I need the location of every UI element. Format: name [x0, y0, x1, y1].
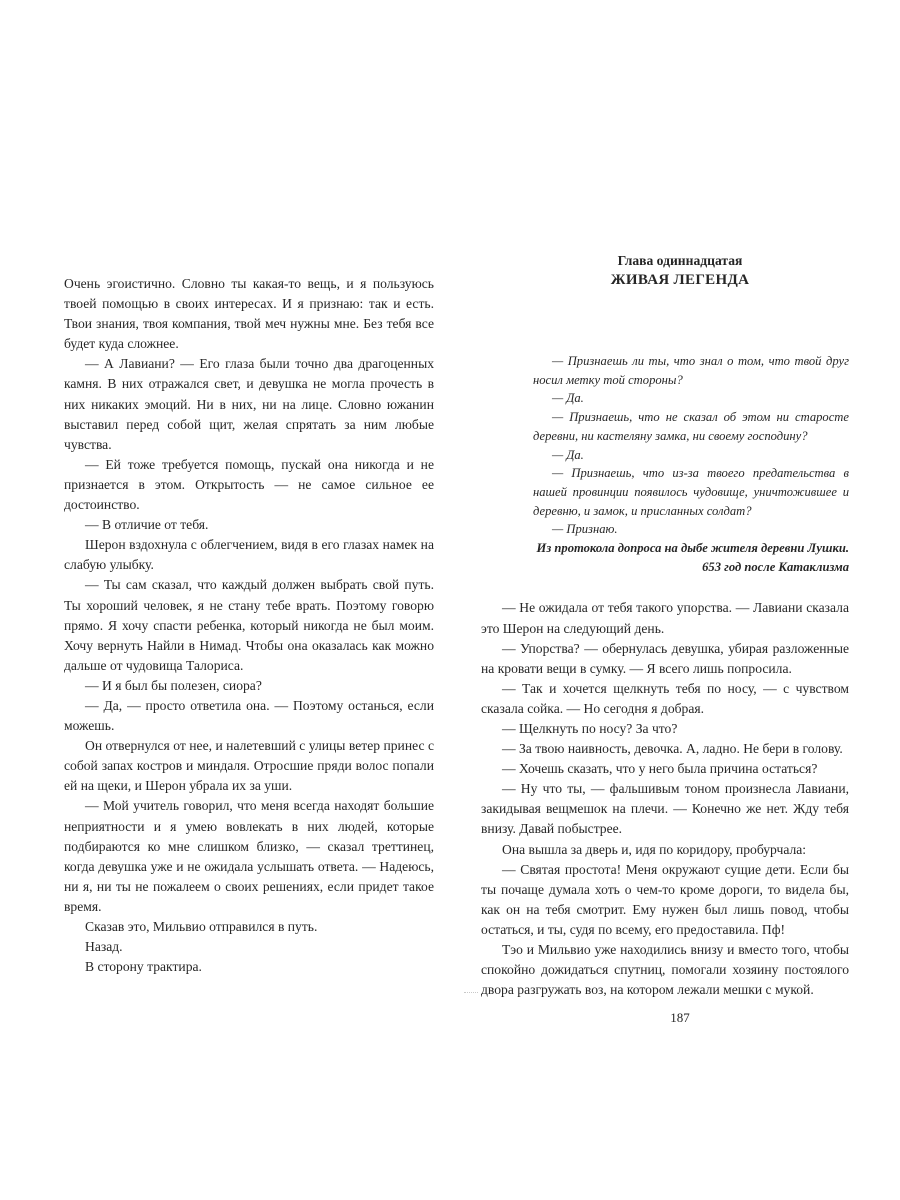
left-paragraph: — Мой учитель говорил, что меня всегда находят большие неприятности и я умею вовлекать в них людей, которые подбираются ко мне слишком близко, — сказал треттинец, когда девушка уже и не ожидала услышать ответа. — Надеюсь, ни я, ни ты не пожалеем о своих решениях, если придет такое время.	[64, 798, 434, 914]
right-body	[481, 598, 849, 1000]
epigraph-line: — Признаешь ли ты, что знал о том, что твой друг носил метку той стороны?	[533, 354, 849, 387]
left-paragraph: Назад.	[85, 939, 123, 955]
left-paragraph: Очень эгоистично. Словно ты какая-то вещь, и я пользуюсь твоей помощью в своих интересах. И я признаю: так и есть. Твои знания, твоя компания, твой меч нужны мне. Без тебя все будет куда сложнее.	[64, 276, 434, 352]
epigraph-line: — Признаю.	[552, 522, 618, 537]
right-paragraph: — Так и хочется щелкнуть тебя по носу, — с чувством сказала сойка. — Но сегодня я добрая.	[481, 680, 849, 716]
epigraph-line: — Признаешь, что не сказал об этом ни старосте деревни, ни кастеляну замка, ни своему господину?	[533, 410, 849, 443]
epigraph-line: — Да.	[552, 447, 584, 462]
left-paragraph: Он отвернулся от нее, и налетевший с улицы ветер принес с собой запах костров и миндаля. Отросшие пряди волос попали ей на щеки, и Шерон убрала их за уши.	[64, 738, 434, 794]
right-paragraph: Тэо и Мильвио уже находились внизу и вместо того, чтобы спокойно дожидаться спутниц, помогали хозяину постоялого двора разгружать воз, на котором лежали мешки с мукой.	[481, 942, 849, 998]
epigraph-source: Из протокола допроса на дыбе жителя деревни Лушки.	[536, 541, 849, 556]
right-page	[481, 252, 849, 1026]
chapter-heading	[511, 252, 849, 290]
page-number: 187	[670, 1010, 690, 1026]
right-paragraph: Она вышла за дверь и, идя по коридору, пробурчала:	[502, 841, 807, 857]
right-paragraph: — Упорства? — обернулась девушка, убирая разложенные на кровати вещи в сумку. — Я всего лишь попросила.	[481, 640, 849, 676]
epigraph-line: — Да.	[552, 391, 584, 406]
left-paragraph: — Ты сам сказал, что каждый должен выбрать свой путь. Ты хороший человек, я не стану тебе врать. Поэтому говорю прямо. Я хочу спасти ребенка, который никогда не был моим. Хочу вернуть Найли в Нимад. Чтобы она оказалась как можно дальше от чудовища Талориса.	[64, 577, 434, 673]
left-paragraph: — Да, — просто ответила она. — Поэтому останься, если можешь.	[64, 697, 434, 734]
left-paragraph: — А Лавиани? — Его глаза были точно два драгоценных камня. В них отражался свет, и девушка не могла прочесть в них никаких эмоций. Ни в них, ни на лице. Словно южанин выставил перед собой щит, желая спрятать за ним любые чувства.	[64, 356, 434, 452]
epigraph-line: — Признаешь, что из-за твоего предательства в нашей провинции появилось чудовище, уничтожившее и деревню, и замок, и присланных солдат?	[533, 466, 849, 518]
epigraph	[533, 352, 849, 576]
right-paragraph: — Щелкнуть по носу? За что?	[502, 721, 678, 736]
chapter-number: Глава одиннадцатая	[617, 253, 743, 268]
right-paragraph: — Не ожидала от тебя такого упорства. — Лавиани сказала это Шерон на следующий день.	[481, 600, 849, 636]
epigraph-source-date: 653 год после Катаклизма	[702, 559, 849, 574]
left-paragraph: — И я был бы полезен, сиора?	[85, 677, 262, 693]
right-paragraph: — Святая простота! Меня окружают сущие дети. Если бы ты почаще думала хоть о чем-то кроме дороги, то видела бы, как он на тебя смотрит. Ему нужен был лишь повод, чтобы остаться, и ты, судя по всему, его предоставила. Пф!	[481, 861, 849, 937]
right-paragraph: — Ну что ты, — фальшивым тоном произнесла Лавиани, закидывая вещмешок на плечи. — Конечно же нет. Жду тебя внизу. Давай побыстрее.	[481, 781, 849, 837]
left-paragraph: — Ей тоже требуется помощь, пускай она никогда и не признается в этом. Открытость — не самое сильное ее достоинство.	[64, 456, 434, 513]
left-page	[64, 274, 434, 977]
left-paragraph: Шерон вздохнула с облегчением, видя в его глазах намек на слабую улыбку.	[64, 537, 434, 573]
left-paragraph: В сторону трактира.	[85, 959, 202, 975]
right-paragraph: — За твою наивность, девочка. А, ладно. Не бери в голову.	[502, 741, 843, 757]
chapter-title: ЖИВАЯ ЛЕГЕНДА	[610, 272, 750, 288]
left-paragraph: — В отличие от тебя.	[85, 517, 209, 533]
stray-mark	[464, 992, 478, 994]
left-paragraph: Сказав это, Мильвио отправился в путь.	[85, 919, 318, 934]
right-paragraph: — Хочешь сказать, что у него была причина остаться?	[502, 761, 818, 777]
